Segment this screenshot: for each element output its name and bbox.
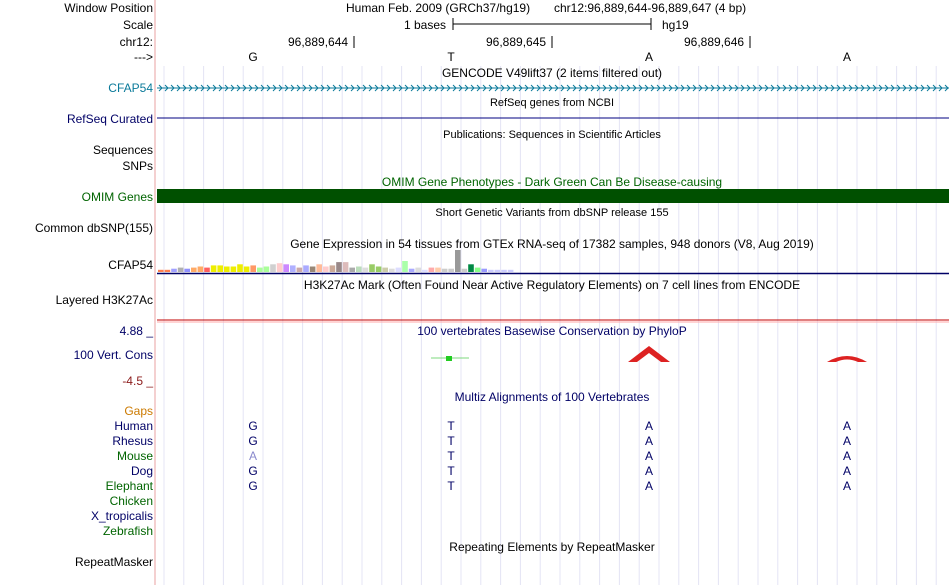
alignment-base: A [644,419,654,433]
gtex-bar [501,270,507,272]
gtex-bar [310,267,316,273]
omim-bar [157,189,949,203]
gtex-bar [231,267,237,273]
h3k27ac-track-label[interactable]: Layered H3K27Ac [55,293,153,307]
base-letter: G [248,50,258,64]
scale-db: hg19 [662,18,689,32]
strand-label: ---> [134,50,153,64]
gtex-bar [297,268,303,272]
gtex-bar [481,269,487,272]
alignment-base: T [447,449,455,463]
alignment-base: A [644,479,654,493]
tick-label: 96,889,644 [288,35,349,49]
gtex-bar [475,268,481,272]
refseq-track-title: RefSeq genes from NCBI [489,97,615,109]
gtex-bar [250,265,256,272]
gaps-label[interactable]: Gaps [124,404,153,418]
gtex-bar [349,268,355,272]
gtex-bar [415,268,421,272]
repeatmasker-track-title: Repeating Elements by RepeatMasker [449,540,655,554]
window-position-label: Window Position [64,1,153,15]
gtex-bar [198,267,204,273]
gencode-track-title: GENCODE V49lift37 (2 items filtered out) [441,66,663,80]
alignment-base: T [447,464,455,478]
gtex-bar [462,269,468,272]
species-label[interactable]: Human [114,419,153,433]
species-label[interactable]: Rhesus [112,434,153,448]
alignment-base: A [248,449,258,463]
gtex-bar [290,265,296,272]
gtex-bar [495,270,501,272]
alignment-base: A [644,434,654,448]
gtex-bar [211,265,217,272]
species-label[interactable]: Mouse [116,449,153,463]
alignment-base: A [644,449,654,463]
dbsnp-track-title: Short Genetic Variants from dbSNP release 155 [435,207,669,219]
omim-track-label[interactable]: OMIM Genes [81,190,153,204]
gtex-bar [455,250,461,272]
species-label[interactable]: Zebrafish [102,524,153,538]
alignment-base: A [842,464,852,478]
gtex-bar [508,270,514,272]
tick-label: 96,889,646 [684,35,745,49]
publications-track-title: Publications: Sequences in Scientific Articles [443,129,661,141]
publications-label-snps[interactable]: SNPs [122,159,153,173]
gtex-bar [468,264,474,272]
gtex-bar [442,269,448,272]
gtex-gene-label[interactable]: CFAP54 [108,258,153,272]
phylop-letter-a [827,356,867,362]
alignment-base: A [842,479,852,493]
scale-bar-text: 1 bases [404,18,447,32]
gtex-bar [237,264,243,272]
gtex-bar [429,268,435,272]
tick-label: 96,889,645 [486,35,547,49]
omim-track-title: OMIM Gene Phenotypes - Dark Green Can Be Disease-causing [381,175,723,189]
gtex-bar [264,267,270,273]
gtex-bar [316,264,322,272]
species-label[interactable]: Elephant [105,479,153,493]
gtex-bar [217,265,223,272]
gencode-gene-label[interactable]: CFAP54 [108,81,153,95]
phylop-min-label: -4.5 _ [122,374,153,388]
gtex-bar [323,267,329,273]
gtex-bar [257,268,263,272]
alignment-base: A [842,434,852,448]
gtex-bar [303,265,309,272]
alignment-base: A [644,464,654,478]
gtex-bar [171,269,177,272]
phylop-score-t [446,356,452,361]
species-label[interactable]: Dog [130,464,153,478]
alignment-base: A [842,419,852,433]
gtex-bar [422,270,428,272]
gtex-bar [270,264,276,272]
phylop-track-label[interactable]: 100 Vert. Cons [73,348,153,362]
gtex-bar [488,270,494,272]
gtex-bar [191,268,197,272]
gtex-bar [409,269,415,272]
chrom-label: chr12: [119,35,153,49]
assembly-text: Human Feb. 2009 (GRCh37/hg19) [346,1,531,15]
base-letter: A [842,50,852,64]
dbsnp-track-label[interactable]: Common dbSNP(155) [34,221,153,235]
gtex-bar [369,264,375,272]
gtex-bar [224,267,230,273]
position-text[interactable]: chr12:96,889,644-96,889,647 (4 bp) [554,1,747,15]
gtex-bar [277,263,283,272]
base-letter: T [447,50,455,64]
gtex-bar [363,268,369,272]
repeatmasker-track-label[interactable]: RepeatMasker [74,555,153,569]
gtex-bar [396,268,402,272]
gtex-bar [448,269,454,272]
gtex-track-title: Gene Expression in 54 tissues from GTEx RNA-seq of 17382 samples, 948 donors (V8, Aug 2019) [290,237,814,251]
alignment-base: G [248,464,258,478]
gtex-bar [382,268,388,272]
alignment-base: G [248,419,258,433]
species-label[interactable]: Chicken [109,494,153,508]
gtex-bar [376,267,382,273]
gtex-bar [402,261,408,272]
gtex-bar [283,264,289,272]
gtex-bar [343,262,349,272]
alignment-base: A [842,449,852,463]
scale-label: Scale [122,18,153,32]
gtex-bar [184,269,190,272]
gtex-bar [165,270,171,272]
gtex-bar [158,270,164,272]
gtex-bar [204,268,210,272]
h3k27ac-track-title: H3K27Ac Mark (Often Found Near Active Regulatory Elements) on 7 cell lines from ENCODE [303,278,801,292]
multiz-track-title: Multiz Alignments of 100 Vertebrates [454,390,650,404]
gtex-bar [244,267,250,273]
alignment-base: T [447,479,455,493]
phylop-max-label: 4.88 _ [119,324,153,338]
refseq-track-label[interactable]: RefSeq Curated [66,112,153,126]
phylop-track-title: 100 vertebrates Basewise Conservation by PhyloP [417,324,687,338]
alignment-base: G [248,434,258,448]
gtex-bar [336,262,342,272]
alignment-base: G [248,479,258,493]
alignment-base: T [447,419,455,433]
publications-label-sequences[interactable]: Sequences [92,143,153,157]
species-label[interactable]: X_tropicalis [90,509,153,523]
phylop-letter-a [628,346,670,362]
base-letter: A [644,50,654,64]
gtex-bar [330,265,336,272]
alignment-base: T [447,434,455,448]
gtex-bar [178,268,184,272]
gtex-bar [356,267,362,273]
gtex-bar [435,268,441,272]
gtex-bar [389,269,395,272]
